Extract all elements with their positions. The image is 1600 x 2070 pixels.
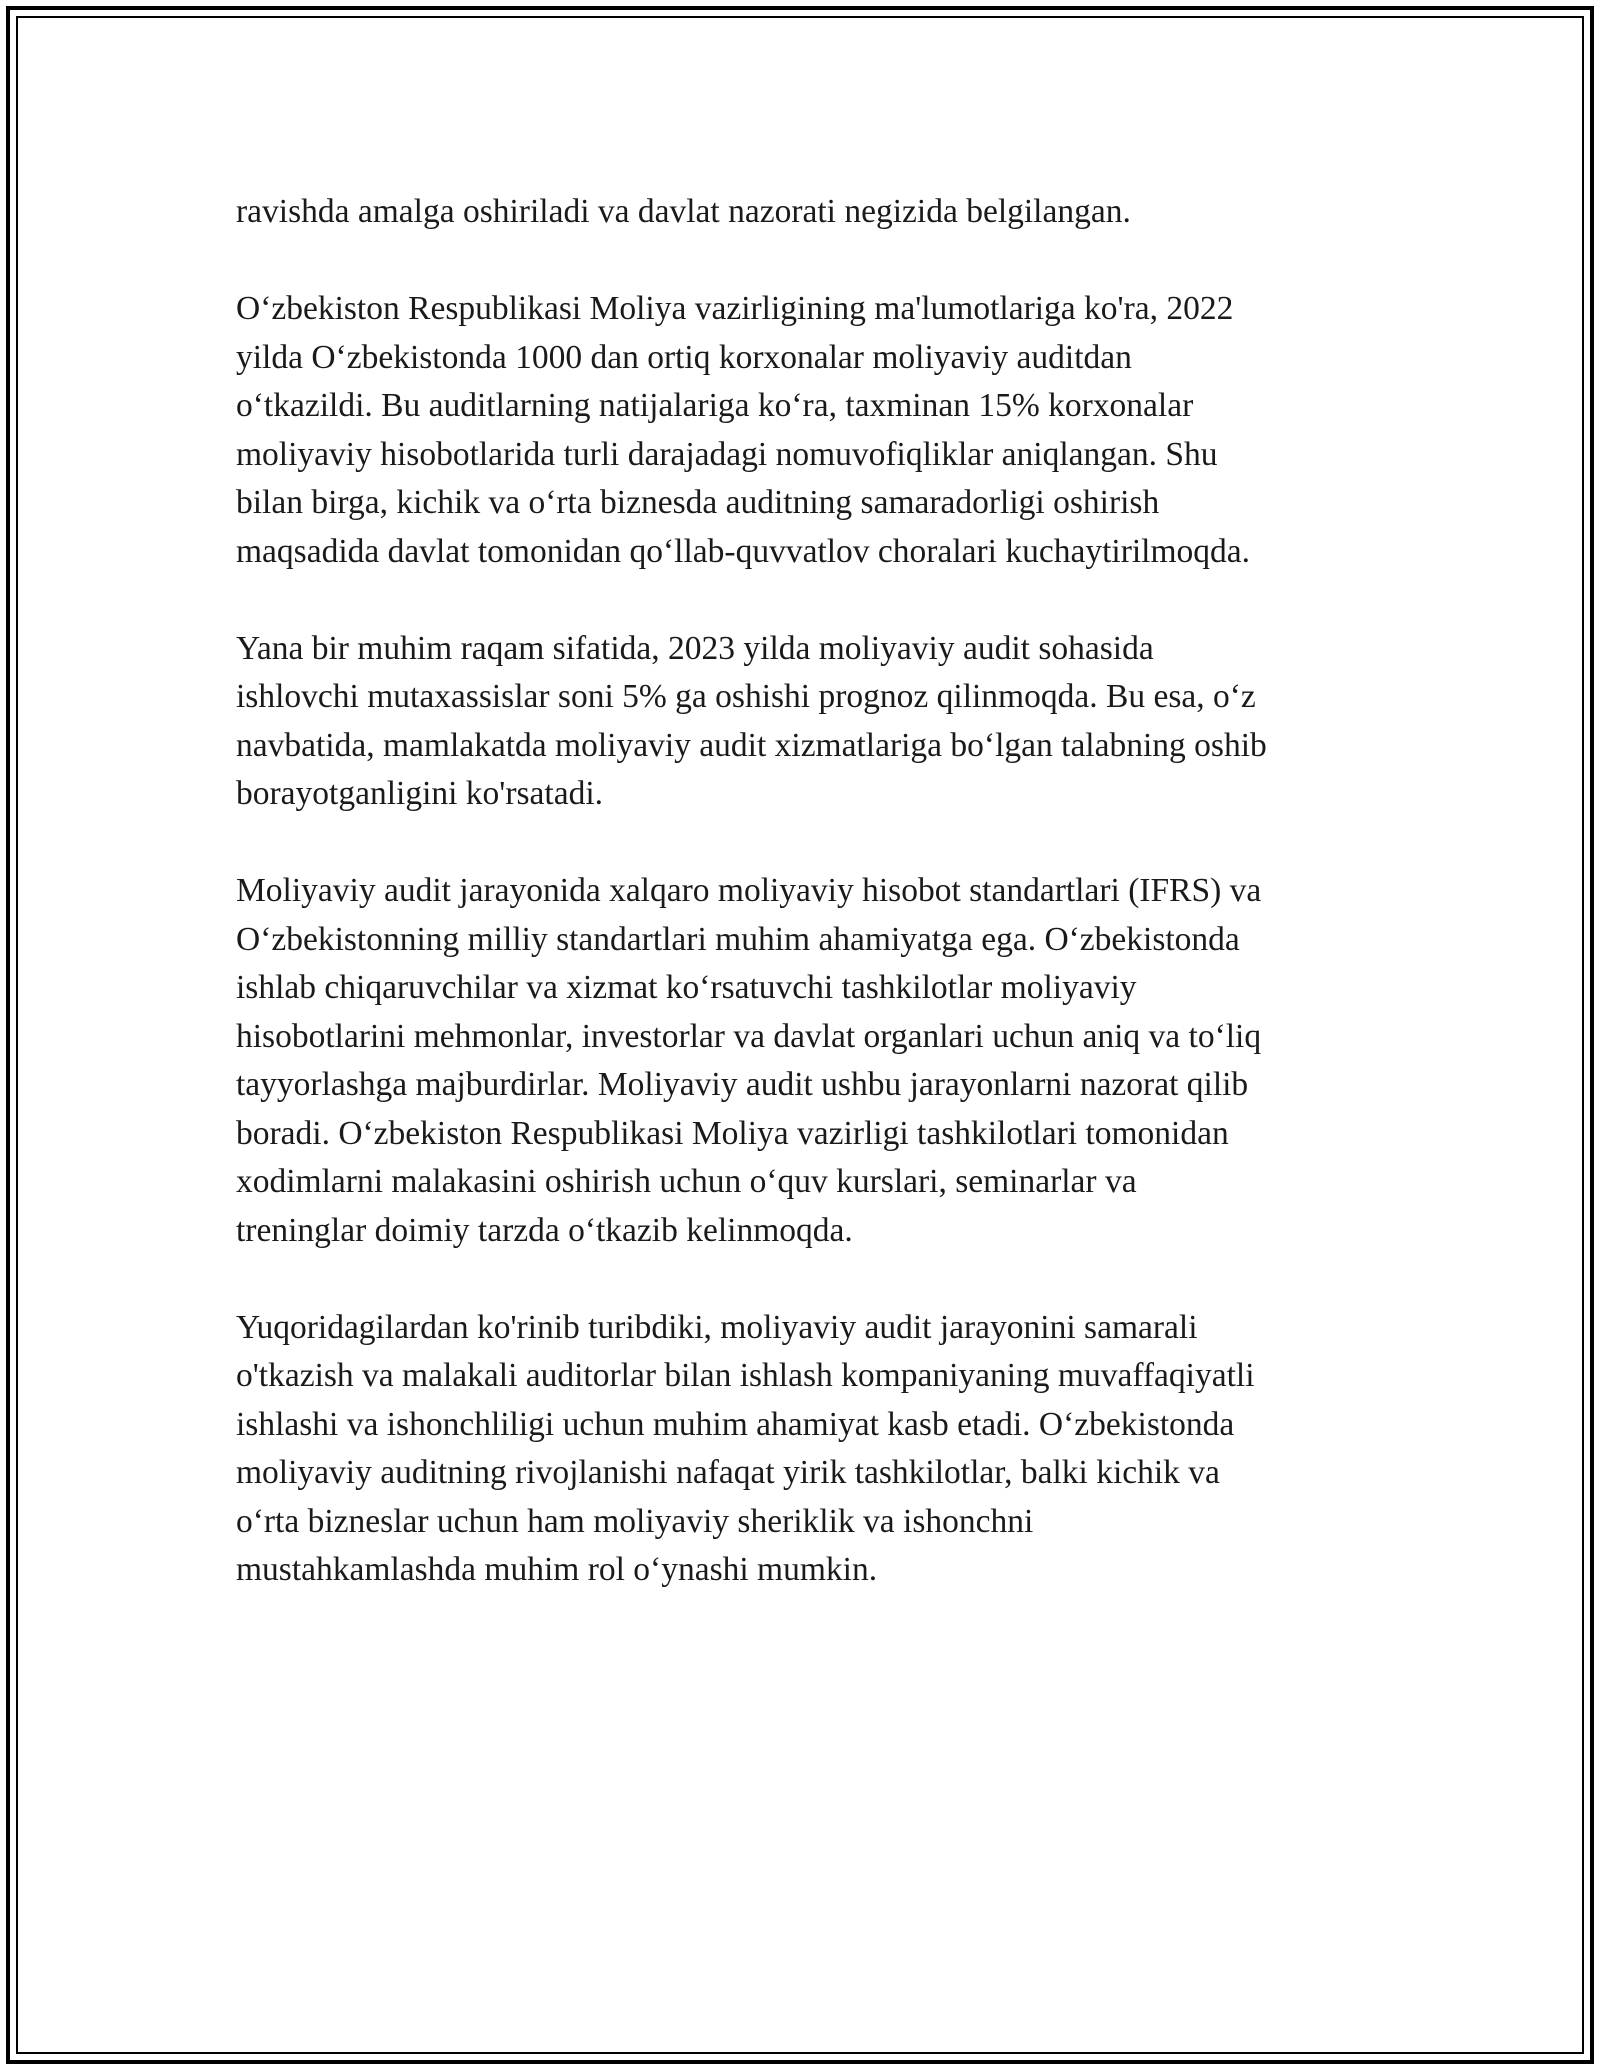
paragraph-audit-statistics-2022: O‘zbekiston Respublikasi Moliya vazirligining ma'lumotlariga ko'ra, 2022 yilda O‘zbekistonda 1000 dan ortiq korxonalar moliyaviy auditdan o‘tkazildi. Bu auditlarning natijalariga ko‘ra, taxminan 15% korxonalar moliyaviy hisobotlarida turli darajadagi nomuvofiqliklar aniqlangan. Shu bilan birga, kichik va o‘rta biznesda auditning samaradorligi oshirish maqsadida davlat tomonidan qo‘llab-quvvatlov choralari kuchaytirilmoqda.	[236, 290, 1251, 570]
paragraph-continuation: ravishda amalga oshiriladi va davlat nazorati negizida belgilangan.	[236, 193, 1131, 230]
paragraph-specialists-forecast-2023: Yana bir muhim raqam sifatida, 2023 yilda moliyaviy audit sohasida ishlovchi mutaxassislar soni 5% ga oshishi prognoz qilinmoqda. Bu esa, o‘z navbatida, mamlakatda moliyaviy audit xizmatlariga bo‘lgan talabning oshib borayotganligini ko'rsatadi.	[236, 629, 1267, 812]
paragraph-ifrs-standards: Moliyaviy audit jarayonida xalqaro moliyaviy hisobot standartlari (IFRS) va O‘zbekistonning milliy standartlari muhim ahamiyatga ega. O‘zbekistonda ishlab chiqaruvchilar va xizmat ko‘rsatuvchi tashkilotlar moliyaviy hisobotlarini mehmonlar, investorlar va davlat organlari uchun aniq va to‘liq tayyorlashga majburdirlar. Moliyaviy audit ushbu jarayonlarni nazorat qilib boradi. O‘zbekiston Respublikasi Moliya vazirligi tashkilotlari tomonidan xodimlarni malakasini oshirish uchun o‘quv kurslari, seminarlar va treninglar doimiy tarzda o‘tkazib kelinmoqda.	[236, 872, 1262, 1249]
paragraph-conclusion: Yuqoridagilardan ko'rinib turibdiki, moliyaviy audit jarayonini samarali o'tkazish va malakali auditorlar bilan ishlash kompaniyaning muvaffaqiyatli ishlashi va ishonchliligi uchun muhim ahamiyat kasb etadi. O‘zbekistonda moliyaviy auditning rivojlanishi nafaqat yirik tashkilotlar, balki kichik va o‘rta bizneslar uchun ham moliyaviy sheriklik va ishonchni mustahkamlashda muhim rol o‘ynashi mumkin.	[236, 1308, 1255, 1588]
document-body	[236, 188, 1376, 1643]
